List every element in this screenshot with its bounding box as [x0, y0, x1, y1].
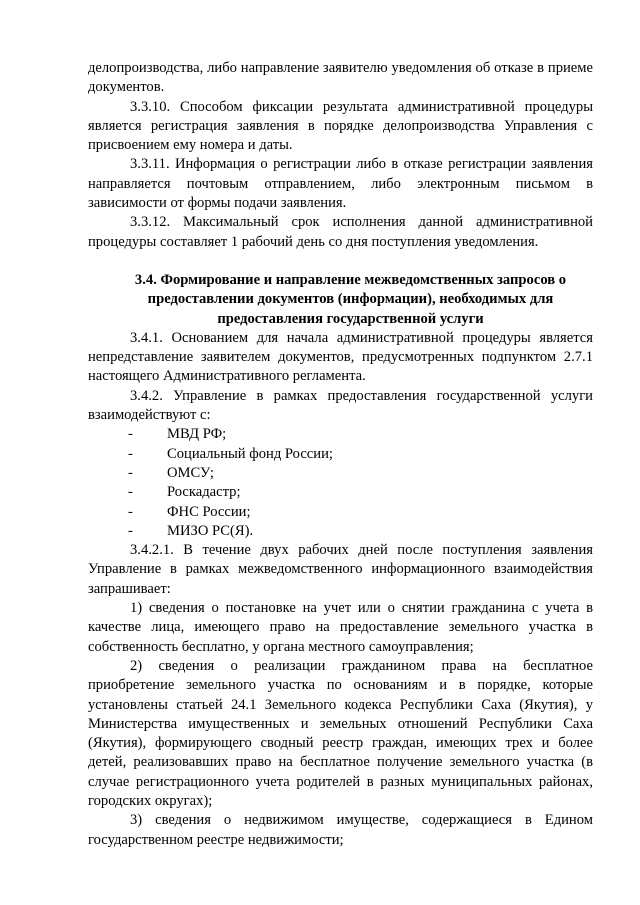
list-item-text: МВД РФ;	[167, 426, 227, 443]
list-dash: -	[128, 484, 133, 501]
paragraph-3-3-10: 3.3.10. Способом фиксации результата административной процедуры является регистрация заявления в порядке делопроизводства Управления с присвоением ему номера и даты.	[88, 98, 593, 154]
paragraph-3-4-1: 3.4.1. Основанием для начала административной процедуры является непредставление заявителем документов, предусмотренных подпунктом 2.7.1 настоящего Административного регламента.	[88, 329, 593, 385]
agency-list	[88, 425, 593, 541]
list-item-text: ОМСУ;	[167, 464, 214, 481]
list-item-text: Социальный фонд России;	[167, 445, 333, 462]
paragraph-3-4-2: 3.4.2. Управление в рамках предоставления государственной услуги взаимодействуют с:	[88, 387, 593, 424]
list-item	[88, 483, 593, 502]
list-item-text: МИЗО РС(Я).	[167, 522, 254, 539]
paragraph-3-4-2-1: 3.4.2.1. В течение двух рабочих дней после поступления заявления Управление в рамках межведомственного информационного взаимодействия запрашивает:	[88, 542, 593, 597]
paragraph-3-3-12: 3.3.12. Максимальный срок исполнения данной административной процедуры составляет 1 рабочий день со дня поступления уведомления.	[88, 214, 593, 250]
list-dash: -	[128, 426, 133, 443]
paragraph-item-2: 2) сведения о реализации гражданином права на бесплатное приобретение земельного участка по основаниям и в порядке, которые установлены статьей 24.1 Земельного кодекса Республики Саха (Якутия), у Министерства имущественных и земельных отношений Республики Саха (Якутия), формирующего сводный реестр граждан, имеющих трех и более детей, реализовавших право на бесплатное получение земельного участка (в случае регистрационного учета родителей в разных муниципальных районах, городских округах);	[88, 657, 593, 809]
paragraph-continuation: делопроизводства, либо направление заявителю уведомления об отказе в приеме документов.	[88, 60, 593, 96]
list-dash: -	[128, 445, 133, 462]
paragraph-3-3-11: 3.3.11. Информация о регистрации либо в отказе регистрации заявления направляется почтовым отправлением, либо электронным письмом в зависимости от формы подачи заявления.	[88, 156, 593, 212]
list-item-text: Роскадастр;	[167, 484, 241, 501]
document-page	[88, 59, 593, 850]
list-item	[88, 503, 593, 522]
list-dash: -	[128, 464, 133, 481]
list-dash: -	[128, 522, 133, 539]
paragraph-item-1: 1) сведения о постановке на учет или о снятии гражданина с учета в качестве лица, имеющего право на предоставление земельного участка в собственность бесплатно, у органа местного самоуправления;	[88, 600, 593, 655]
list-item	[88, 445, 593, 464]
paragraph-item-3: 3) сведения о недвижимом имуществе, содержащиеся в Едином государственном реестре недвижимости;	[88, 812, 593, 848]
section-heading-3-4: 3.4. Формирование и направление межведомственных запросов о предоставлении документов (информации), необходимых для предоставления государственной услуги	[134, 271, 567, 327]
list-item	[88, 425, 593, 444]
list-item-text: ФНС России;	[167, 503, 251, 520]
list-dash: -	[128, 503, 133, 520]
list-item	[88, 464, 593, 483]
list-item	[88, 522, 593, 541]
